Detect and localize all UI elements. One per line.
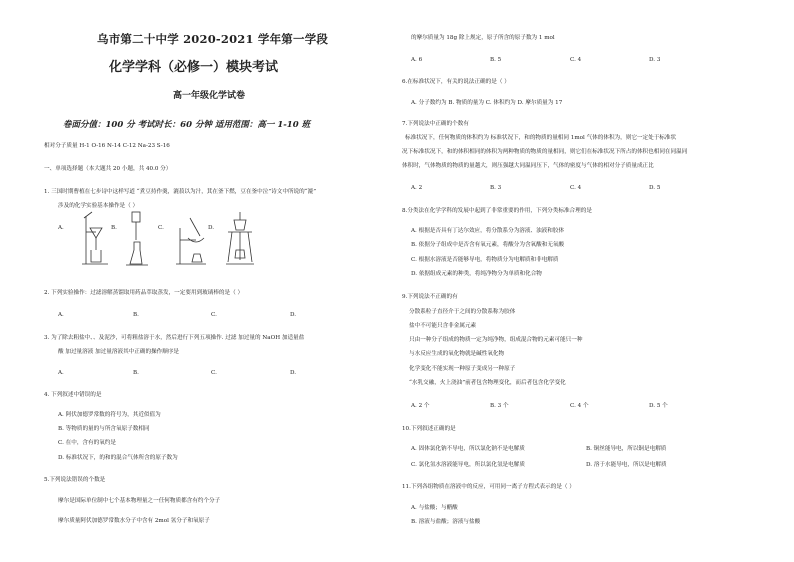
q1-stem: 1. 三国时期曹植在七步诗中这样写道 “煮豆持作羹，漉菽以为汁，萁在釜下燃，豆在釜中泣”诗文中所说的“漉” [44,189,317,195]
q7-line-4: 体积时，气体物质的物质的量越大，则压强越大同温同压下，气体的密度与气体的相对分子质量成正比 [402,163,654,169]
q4-option-a[interactable]: A. 阿伏加德罗常数的符号为，其近似值为 [58,412,161,418]
q7-option-b[interactable]: B. 3 [490,185,502,191]
q11-option-b[interactable]: B. 溶液与盐酸；溶液与盐酸 [411,519,481,525]
q7-line-3: 况下标准状况下，和的体积相同的体积为两种物质的物质的量相同，则它们在标准状况下所占的体积也相同在同温同 [402,149,688,155]
q7-option-d[interactable]: D. 5 [649,185,661,191]
q3-option-a[interactable]: A. [58,370,64,376]
q3-stem: 3. 为了除去粗盐中、、及泥沙，可将粗盐溶于水，然后进行下列五项操作. 过滤 加过量的 NaOH 加适量盐 [44,335,305,341]
q10-stem: 10.下列叙述正确的是 [402,426,456,432]
q9-stem: 9.下列说法不正确的有 [402,294,458,300]
exam-info: 卷面分值：100 分 考试时长：60 分钟 适用范围：高一 1-10 班 [63,120,311,130]
q2-option-b[interactable]: B. [133,312,139,318]
evaporating-dish-icon [170,210,210,266]
q10-option-a[interactable]: A. 固体氯化钠不导电，所以氯化钠不是电解质 [411,446,525,452]
q9-option-b[interactable]: B. 3 个 [490,403,509,409]
q10-option-d[interactable]: D. 溶于水能导电，所以是电解质 [586,462,667,468]
q2-option-d[interactable]: D. [290,312,297,318]
grade-label: 高一年级化学试卷 [173,91,246,101]
q9-item-6: “水乳交融，火上浇油”前者包含物理变化，而后者包含化学变化 [409,380,566,386]
q2-option-a[interactable]: A. [58,312,64,318]
q2-option-c[interactable]: C. [211,312,217,318]
q9-item-1: 分散系粒子直径介于之间的分散系称为胶体 [409,309,516,315]
q1-option-b[interactable]: B. [111,225,117,231]
q7-stem: 7.下列说法中正确的个数有 [402,121,469,127]
q8-option-a[interactable]: A. 根据是否具有丁达尔效应，将分散系分为溶液、浊液和胶体 [411,228,565,234]
q2-stem: 2. 下列实验操作：过滤溶解蒸馏取用药品萃取蒸发，一定要用到玻璃棒的是（ ） [44,290,244,296]
page-title: 乌市第二十中学 2020-2021 学年第一学段 [97,32,329,46]
filter-funnel-icon [78,210,112,266]
q9-option-d[interactable]: D. 5 个 [649,403,668,409]
atomic-mass-line: 相对分子质量 H-1 O-16 N-14 C-12 Na-23 S-16 [44,143,170,149]
q7-line-2: 标准状况下，任何物质的体积约为 标准状况下，和的物质的量相同 1mol 气体的体积为，则它一定处于标准状 [405,135,677,141]
q10-option-b[interactable]: B. 铜丝能导电，所以铜是电解质 [586,446,667,452]
q5-line-3: 摩尔质量阿伏加德罗常数水分子中含有 2mol 氢分子和氧原子 [58,518,210,524]
q1-stem-2: 涉及的化学实验基本操作是（ ） [58,203,139,209]
q1-option-a[interactable]: A. [58,225,64,231]
q3-stem-2: 酸 加过量溶液 加过量溶液其中正确的操作顺序是 [58,349,180,355]
q4-option-d[interactable]: D. 标准状况下，的和的混合气体所含的原子数为 [58,455,178,461]
q5-option-b[interactable]: B. 5 [490,57,502,63]
q5-option-d[interactable]: D. 3 [649,57,661,63]
q1-option-c[interactable]: C. [158,225,164,231]
q9-item-3: 只由一种分子组成的物质一定为纯净物，组成混合物的元素可能只一种 [409,337,583,343]
q8-option-d[interactable]: D. 依据组成元素的种类，将纯净物分为单质和化合物 [411,271,542,277]
q11-stem: 11.下列各组物质在溶液中的反应，可用同一离子方程式表示的是（ ） [402,484,575,490]
q6-stem: 6.在标准状况下，有关的说法正确的是（ ） [402,79,510,85]
section-heading: 一、单项选择题（本大题共 20 小题，共 40.0 分） [44,166,172,172]
q8-option-c[interactable]: C. 根据水溶液是否能够导电，将物质分为电解质和非电解质 [411,257,559,263]
q9-option-c[interactable]: C. 4 个 [570,403,589,409]
q9-item-4: 与水反应生成的氧化物就是碱性氧化物 [409,351,505,357]
q10-option-c[interactable]: C. 氯化氢水溶液能导电，所以氯化氢是电解质 [411,462,525,468]
q9-option-a[interactable]: A. 2 个 [411,403,430,409]
q4-option-c[interactable]: C. 在中，含有的氧约是 [58,440,116,446]
q9-item-5: 化学变化不能实现一种原子变成另一种原子 [409,366,516,372]
q3-option-b[interactable]: B. [133,370,139,376]
q6-options[interactable]: A. 分子数约为 B. 物质的量为 C. 体积约为 D. 摩尔质量为 17 [411,100,563,106]
q4-stem: 4. 下列叙述中错误的是 [44,392,102,398]
q5-line-2: 摩尔是国际单位制中七个基本物理量之一任何物质都含有约个分子 [58,498,221,504]
q3-option-c[interactable]: C. [211,370,217,376]
q1-option-d[interactable]: D. [208,225,215,231]
q9-item-2: 盐中不可能只含非金属元素 [409,323,477,329]
q5-option-a[interactable]: A. 6 [411,57,423,63]
q5-continuation: 的摩尔质量为 18g 除上规定，原子所含的原子数为 1 mol [411,35,555,41]
exam-subtitle: 化学学科（必修一）模块考试 [109,60,279,75]
crucible-tripod-icon [222,210,258,266]
q11-option-a[interactable]: A. 与盐酸；与醋酸 [411,505,458,511]
q7-option-c[interactable]: C. 4 [570,185,582,191]
dropper-flask-icon [122,210,152,266]
q3-option-d[interactable]: D. [290,370,297,376]
q7-option-a[interactable]: A. 2 [411,185,423,191]
q5-stem: 5.下列说法错误的个数是 [44,477,106,483]
q4-option-b[interactable]: B. 等物质的量的与所含氧原子数相同 [58,426,150,432]
q8-option-b[interactable]: B. 依据分子组成中是否含有氧元素，将酸分为含氧酸和无氧酸 [411,242,565,248]
q8-stem: 8.分类法在化学学科的发展中起到了非常重要的作用，下列分类标准合理的是 [402,208,592,214]
q5-option-c[interactable]: C. 4 [570,57,582,63]
